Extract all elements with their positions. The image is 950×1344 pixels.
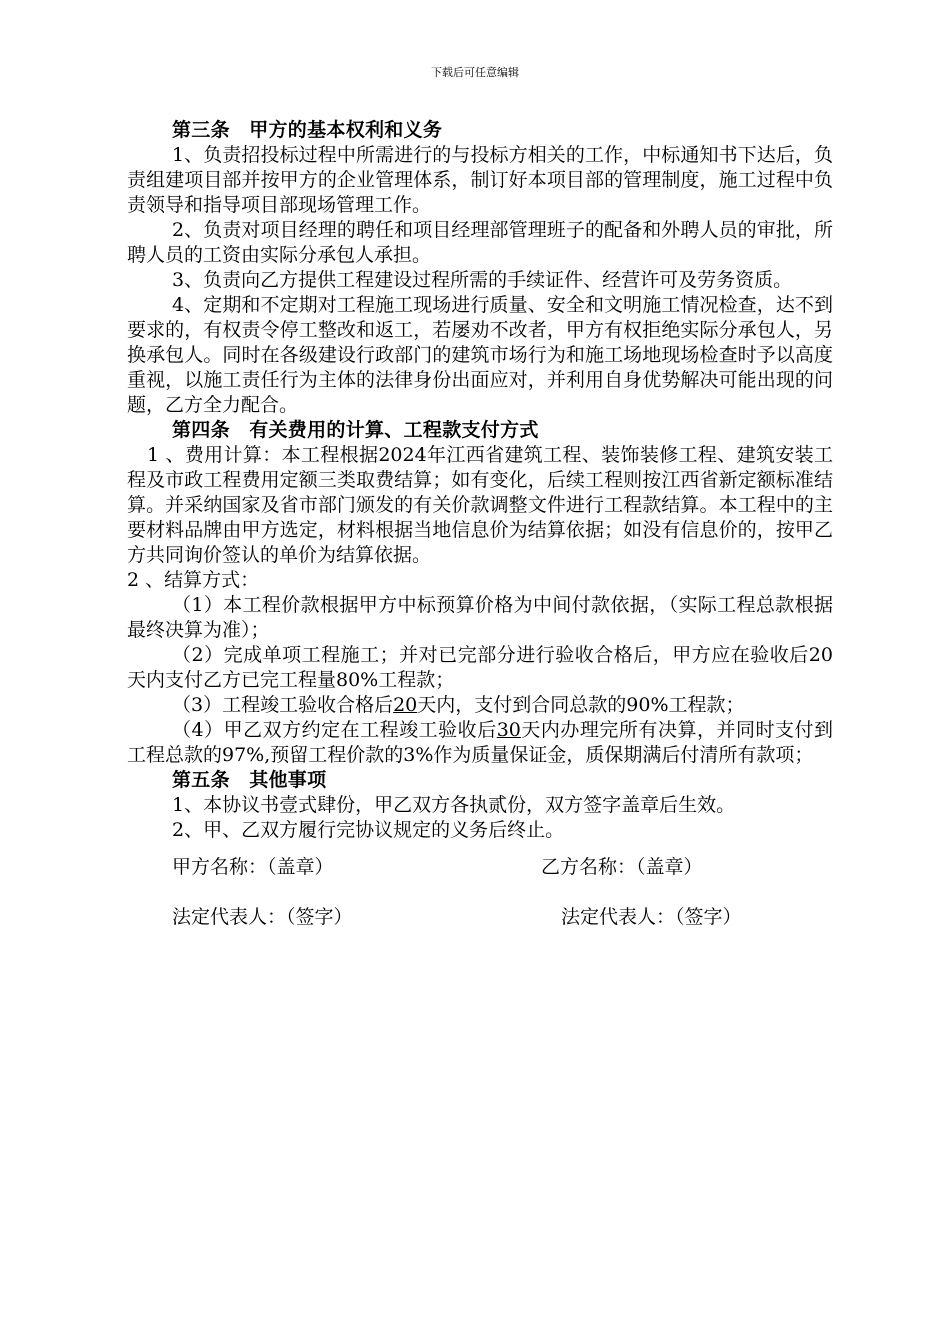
article-4-sub-2: （2）完成单项工程施工；并对已完部分进行验收合格后，甲方应在验收后20天内支付乙方已完工程量80%工程款； — [127, 644, 833, 691]
article-4-item-2-title: 2 、结算方式： — [127, 569, 260, 591]
article-4-sub-1: （1）本工程价款根据甲方中标预算价格为中间付款依据，（实际工程总款根据最终决算为准）； — [127, 594, 833, 641]
sub-4-text-a: （4）甲乙双方约定在工程竣工验收后 — [172, 719, 497, 741]
party-b-rep: 法定代表人：（签字） — [561, 906, 742, 928]
signature-row-reps — [127, 905, 833, 955]
party-a-rep: 法定代表人：（签字） — [172, 906, 353, 928]
sub-4-days: 30 — [496, 719, 521, 741]
article-4-sub-4 — [127, 718, 833, 768]
document-body — [127, 118, 833, 955]
article-5-title: 第五条 其他事项 — [172, 769, 327, 791]
article-4-item-1: 1 、费用计算：本工程根据2024年江西省建筑工程、装饰装修工程、建筑安装工程及市政工程费用定额三类取费结算；如有变化，后续工程则按江西省新定额标准结算。并采纳国家及省市部门颁发的有关价款调整文件进行工程款结算。本工程中的主要材料品牌由甲方选定，材料根据当地信息价为结算依据；如没有信息价的，按甲乙方共同询价签认的单价为结算依据。 — [127, 444, 833, 566]
party-a-name: 甲方名称：（盖章） — [172, 856, 334, 878]
sub-3-days: 20 — [393, 694, 418, 716]
article-5-item-1: 1、本协议书壹式肆份，甲乙双方各执贰份，双方签字盖章后生效。 — [172, 794, 736, 816]
article-3-item-3: 3、负责向乙方提供工程建设过程所需的手续证件、经营许可及劳务资质。 — [172, 269, 793, 291]
party-b-name: 乙方名称：（盖章） — [541, 856, 703, 878]
sub-3-text-b: 天内，支付到合同总款的90%工程款； — [417, 694, 745, 716]
article-3-item-2: 2、负责对项目经理的聘任和项目经理部管理班子的配备和外聘人员的审批，所聘人员的工资由实际分承包人承担。 — [127, 219, 833, 266]
article-4-sub-3 — [127, 693, 833, 718]
article-3-title: 第三条 甲方的基本权利和义务 — [172, 119, 443, 141]
article-3-item-1: 1、负责招投标过程中所需进行的与投标方相关的工作，中标通知书下达后，负责组建项目部并按甲方的企业管理体系，制订好本项目部的管理制度，施工过程中负责领导和指导项目部现场管理工作。 — [127, 144, 833, 216]
signature-row-names — [127, 855, 833, 905]
sub-3-text-a: （3）工程竣工验收合格后 — [172, 694, 394, 716]
sub-4-text-b: 天内办理完所有决算，并同时支付到工程总款的97%,预留工程价款的3%作为质量保证金，质保期满后付清所有款项； — [127, 719, 833, 766]
header-note: 下载后可任意编辑 — [431, 66, 519, 79]
article-4-title: 第四条 有关费用的计算、工程款支付方式 — [172, 419, 539, 441]
article-3-item-4: 4、定期和不定期对工程施工现场进行质量、安全和文明施工情况检查，达不到要求的，有权责令停工整改和返工，若屡劝不改者，甲方有权拒绝实际分承包人，另换承包人。同时在各级建设行政部门的建筑市场行为和施工场地现场检查时予以高度重视，以施工责任行为主体的法律身份出面应对，并利用自身优势解决可能出现的问题，乙方全力配合。 — [127, 294, 833, 416]
article-5-item-2: 2、甲、乙双方履行完协议规定的义务后终止。 — [172, 819, 565, 841]
